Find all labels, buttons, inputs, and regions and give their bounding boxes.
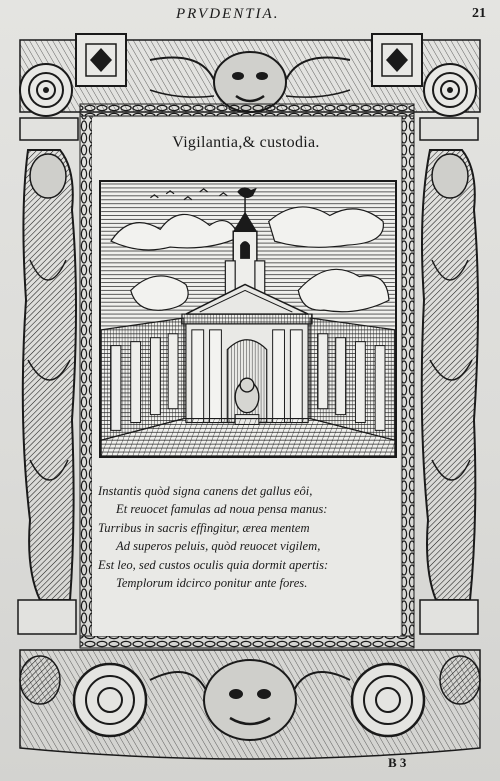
lion-guardian <box>235 378 259 424</box>
right-herm-figure <box>420 118 478 634</box>
verse-line: Et reuocet famulas ad noua pensa manus: <box>116 502 328 517</box>
left-herm-figure <box>18 118 78 634</box>
signature-mark: B 3 <box>388 755 407 770</box>
verse-line: Turribus in sacris effingitur, ærea mentem <box>98 520 310 535</box>
emblem-motto: Vigilantia,& custodia. <box>172 134 320 151</box>
emblem-verse <box>98 482 398 592</box>
verse-line: Ad superos peluis, quòd reuocet vigilem, <box>116 539 321 554</box>
woodcut-illustration <box>99 180 397 458</box>
verse-line: Templorum idcirco ponitur ante fores. <box>116 576 308 591</box>
bottom-cartouche <box>20 650 480 759</box>
running-head: PRVDENTIA. <box>176 6 280 22</box>
verse-line: Instantis quòd signa canens det gallus eôi, <box>98 484 313 498</box>
cloud <box>269 207 384 247</box>
verse-line: Est leo, sed custos oculis quia dormit apertis: <box>98 557 329 572</box>
page-number: 21 <box>472 6 486 21</box>
